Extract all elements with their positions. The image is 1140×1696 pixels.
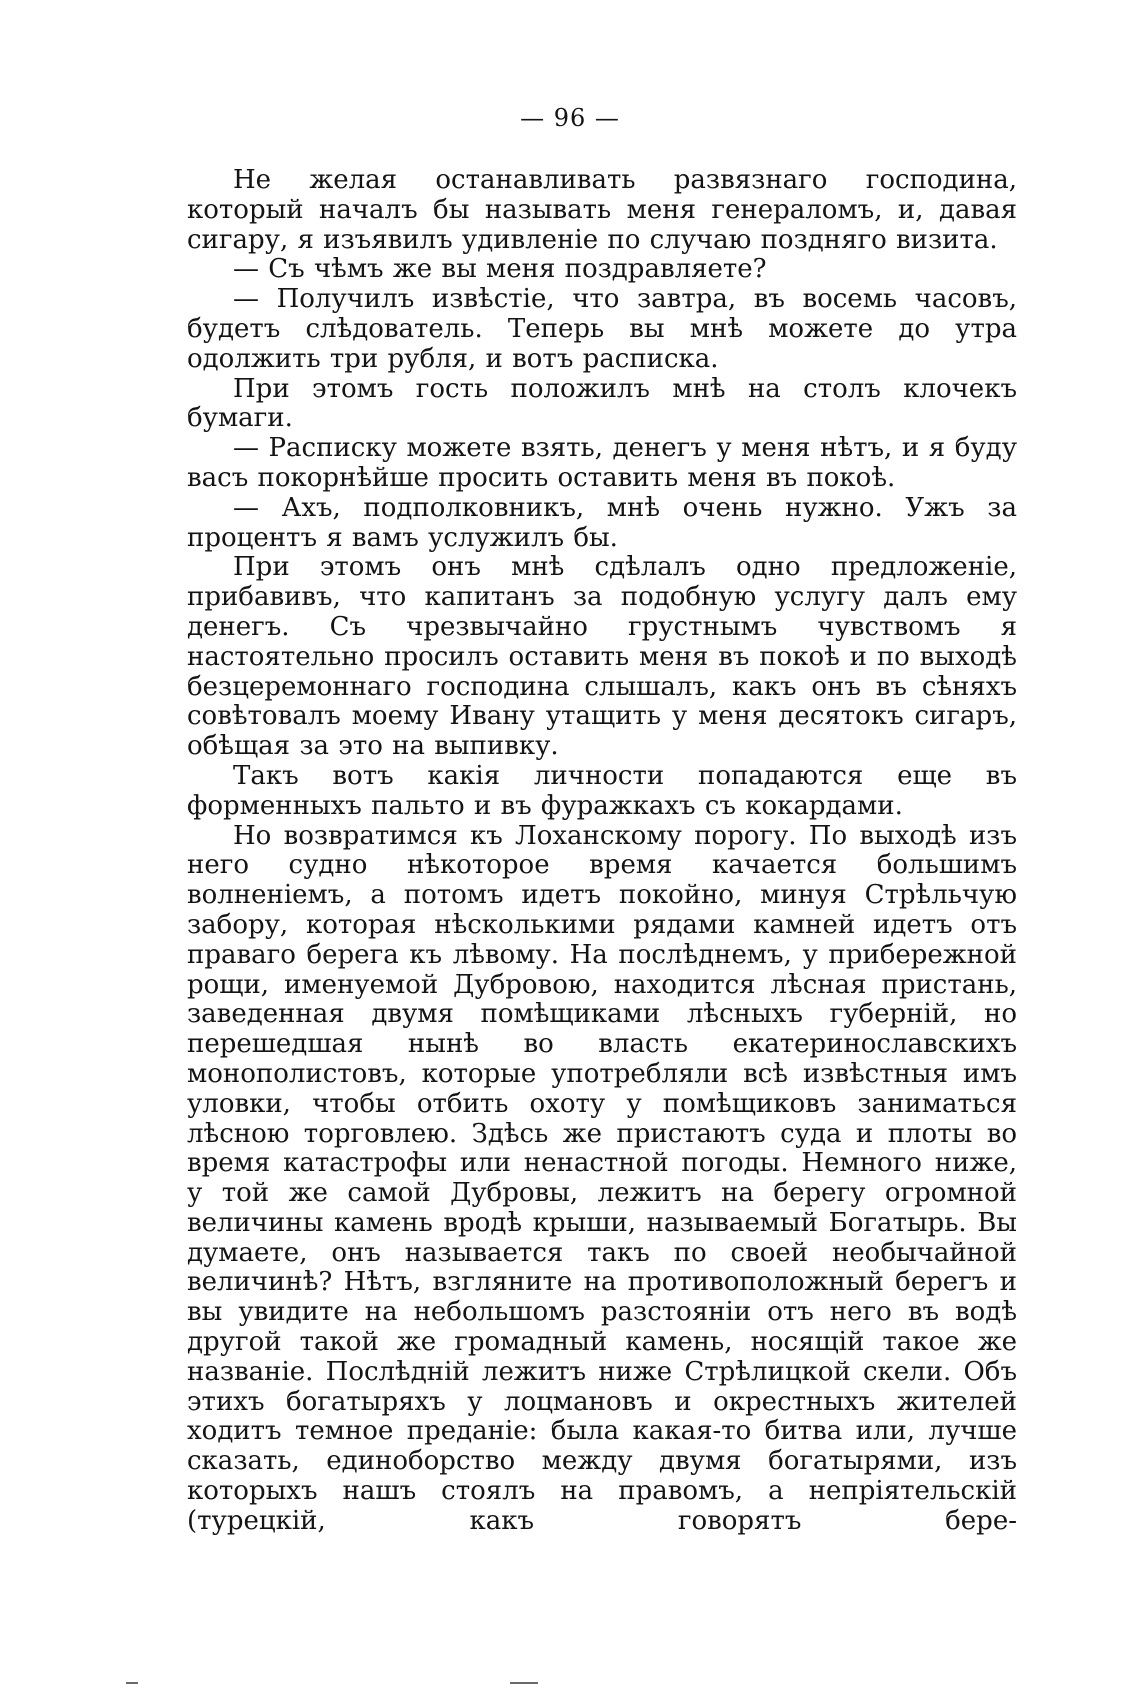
page-number-text: — 96 — <box>520 104 620 132</box>
footer-mark-left <box>126 1682 138 1684</box>
paragraph-9: Но возвратимся къ Лоханскому порогу. По выходѣ изъ него судно нѣкоторое время качается большимъ волненіемъ, а потомъ идетъ покойно, минуя Стрѣльчую забору, которая нѣсколькими рядами камней идетъ отъ праваго берега къ лѣвому. На послѣднемъ, у прибережной рощи, именуемой Дубровою, находится лѣсная пристань, заведенная двумя помѣщиками лѣсныхъ губерній, но перешедшая нынѣ во власть екатеринославскихъ монополистовъ, которые употребляли всѣ извѣстныя имъ уловки, чтобы отбить охоту у помѣщиковъ заниматься лѣсною торговлею. Здѣсь же пристаютъ суда и плоты во время катастрофы или ненастной погоды. Немного ниже, у той же самой Дубровы, лежитъ на берегу огромной величины камень вродѣ крыши, называемый Богатырь. Вы думаете, онъ называется такъ по своей необычайной величинѣ? Нѣтъ, взгляните на противоположный берегъ и вы увидите на небольшомъ разстояніи отъ него въ водѣ другой такой же громадный камень, носящій такое же названіе. Послѣдній лежитъ ниже Стрѣлицкой скели. Объ этихъ богатыряхъ у лоцмановъ и окрестныхъ жителей ходитъ темное преданіе: была какая-то битва или, лучше сказать, единоборство между двумя богатырями, изъ которыхъ нашъ стоялъ на правомъ, а непріятельскій (турецкій, какъ говорятъ бере- <box>187 820 1017 1536</box>
paragraph-8: Такъ вотъ какія личности попадаются еще въ форменныхъ пальто и въ фуражкахъ съ кокардами. <box>187 760 1017 821</box>
paragraph-4: При этомъ гость положилъ мнѣ на столъ клочекъ бумаги. <box>187 373 1017 434</box>
paragraph-7: При этомъ онъ мнѣ сдѣлалъ одно предложеніе, прибавивъ, что капитанъ за подобную услугу далъ ему денегъ. Съ чрезвычайно грустнымъ чувствомъ я настоятельно просилъ оставить меня въ покоѣ и по выходѣ безцеремоннаго господина слышалъ, какъ онъ въ сѣняхъ совѣтовалъ моему Ивану утащить у меня десятокъ сигаръ, обѣщая за это на выпивку. <box>187 552 1017 762</box>
paragraph-5: — Расписку можете взять, денегъ у меня нѣтъ, и я буду васъ покорнѣйше просить оставить меня въ покоѣ. <box>187 433 1017 493</box>
page-number <box>0 104 1140 132</box>
paragraph-1: Не желая останавливать развязнаго господина, который началъ бы называть меня генераломъ, и, давая сигару, я изъявилъ удивленіе по случаю поздняго визита. <box>187 165 1017 255</box>
footer-mark-center <box>510 1682 538 1684</box>
body-text <box>187 166 1017 1537</box>
paragraph-3: — Получилъ извѣстіе, что завтра, въ восемь часовъ, будетъ слѣдователь. Теперь вы мнѣ можете до утра одолжить три рубля, и вотъ расписка. <box>187 284 1017 374</box>
paragraph-6: — Ахъ, подполковникъ, мнѣ очень нужно. Ужъ за процентъ я вамъ услужилъ бы. <box>187 492 1017 553</box>
paragraph-2: — Съ чѣмъ же вы меня поздравляете? <box>233 254 767 285</box>
